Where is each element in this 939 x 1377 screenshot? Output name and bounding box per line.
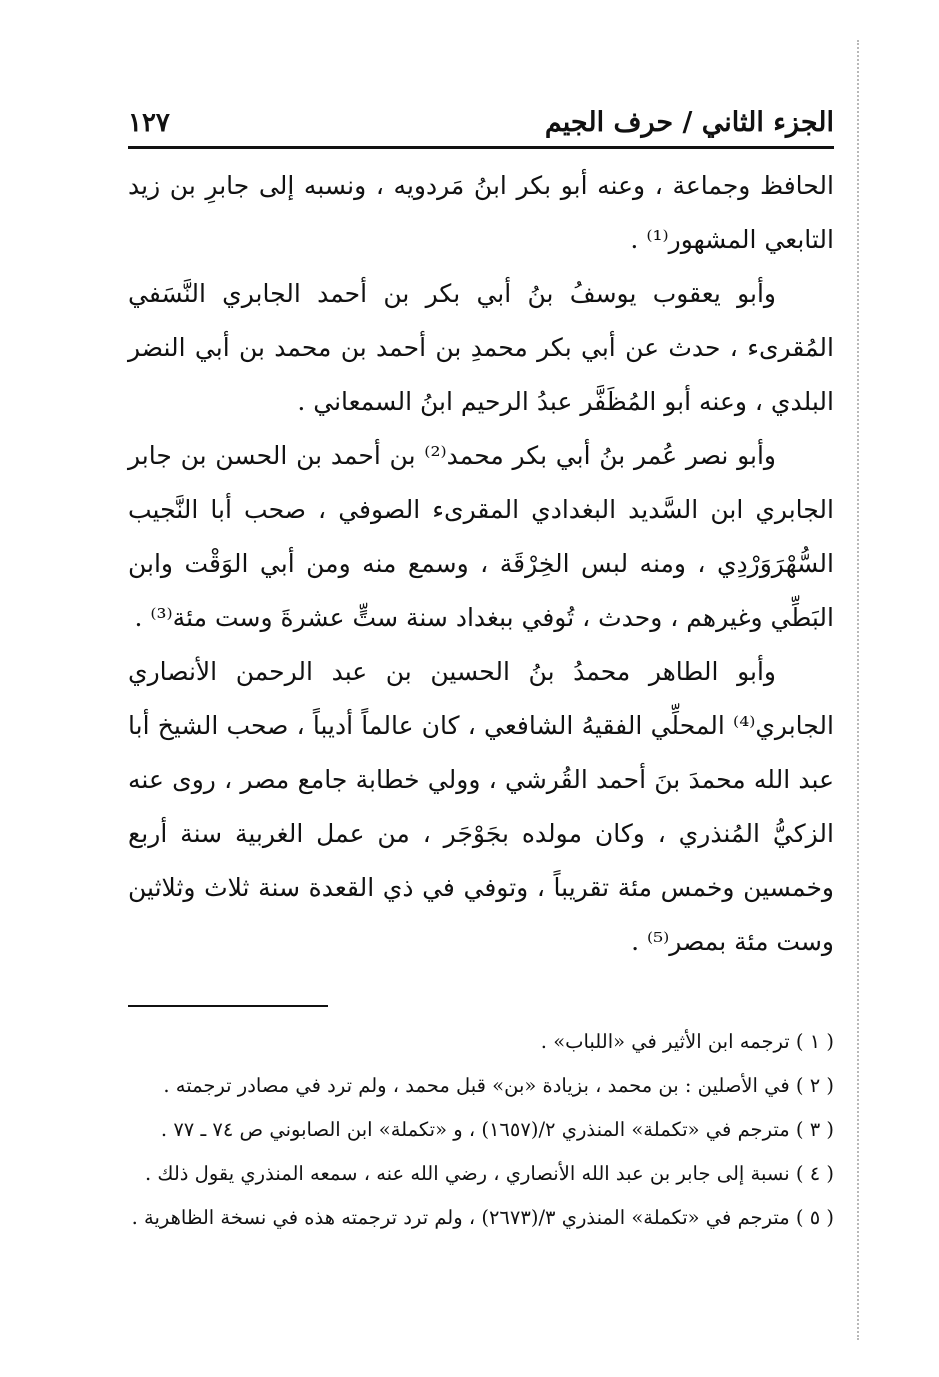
footnotes	[128, 1023, 834, 1237]
footnote: ( ١ ) ترجمه ابن الأثير في «اللباب» .	[540, 1030, 834, 1053]
paragraph: وأبو الطاهر محمدُ بنُ الحسين بن عبد الرحمن الأنصاري الجابري⁽⁴⁾ المحلِّي الفقيهُ الشافعي ، كان عالماً أديباً ، صحب الشيخ أبا عبد الله محمدَ بنَ أحمد القُرشي ، وولي خطابة جامع مصر ، روى عنه الزكيُّ المُنذري ، وكان مولده بجَوْجَر ، من عمل الغربية سنة أربع وخمسين وخمس مئة تقريباً ، وتوفي في ذي القعدة سنة ثلاث وثلاثين وست مئة بمصر⁽⁵⁾ .	[128, 657, 834, 956]
paragraph: وأبو يعقوب يوسفُ بنُ أبي بكر بن أحمد الجابري النَّسَفي المُقرىء ، حدث عن أبي بكر محمدِ بن أحمد بن محمد بن أبي النضر البلدي ، وعنه أبو المُظَفَّر عبدُ الرحيم ابنُ السمعاني .	[128, 279, 834, 416]
footnote-separator	[128, 1005, 328, 1007]
header-title: الجزء الثاني / حرف الجيم	[544, 107, 834, 138]
page-number: ١٢٧	[128, 108, 170, 138]
page-edge-dots	[857, 40, 859, 1340]
footnote: ( ٤ ) نسبة إلى جابر بن عبد الله الأنصاري ، رضي الله عنه ، سمعه المنذري يقول ذلك .	[145, 1162, 834, 1185]
main-text	[128, 159, 834, 969]
footnote: ( ٢ ) في الأصلين : بن محمد ، بزيادة «بن» قبل محمد ، ولم ترد في مصادر ترجمته .	[163, 1074, 834, 1097]
book-page	[128, 90, 834, 1243]
footnote: ( ٣ ) مترجم في «تكملة» المنذري ٢/(١٦٥٧) ، و «تكملة» ابن الصابوني ص ٧٤ ـ ٧٧ .	[160, 1118, 834, 1141]
paragraph: وأبو نصر عُمر بنُ أبي بكر محمد⁽²⁾ بن أحمد بن الحسن بن جابر الجابري ابن السَّديد البغدادي المقرىء الصوفي ، صحب أبا النَّجيب السُّهْرَوَرْدِي ، ومنه لبس الخِرْقَة ، وسمع منه ومن أبي الوَقْت وابن البَطِّي وغيرهم ، وحدث ، تُوفي ببغداد سنة ستٍّ عشرةَ وست مئة⁽³⁾ .	[128, 441, 834, 632]
footnote: ( ٥ ) مترجم في «تكملة» المنذري ٣/(٢٦٧٣) ، ولم ترد ترجمته هذه في نسخة الظاهرية .	[131, 1206, 834, 1229]
paragraph: الحافظ وجماعة ، وعنه أبو بكر ابنُ مَردويه ، ونسبه إلى جابرِ بن زيد التابعي المشهور⁽¹⁾ .	[128, 171, 834, 254]
running-header	[128, 90, 834, 149]
